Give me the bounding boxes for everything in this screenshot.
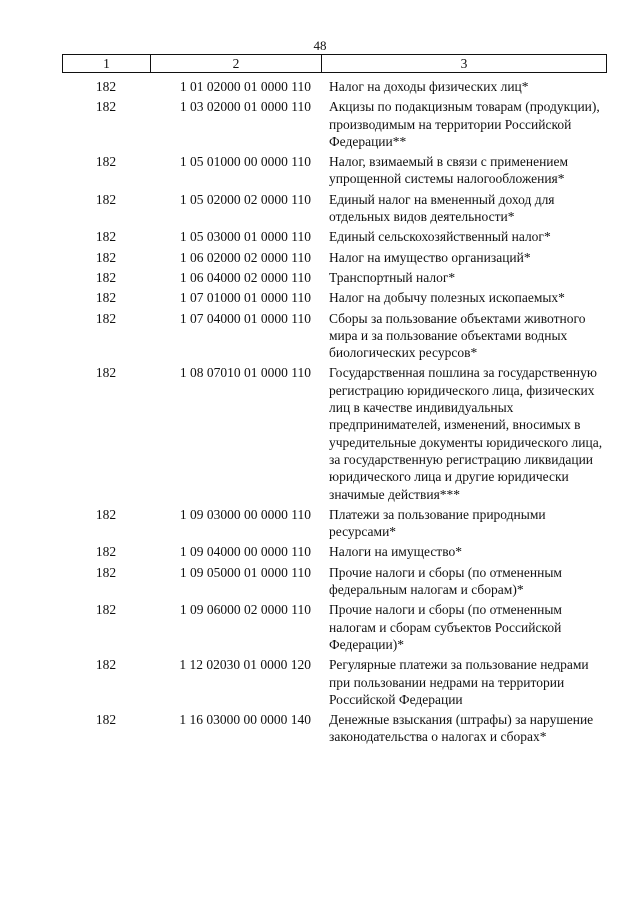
admin-code-cell: 182 — [95, 249, 117, 265]
admin-code-cell: 182 — [95, 154, 117, 170]
admin-code-cell: 182 — [95, 269, 117, 285]
revenue-name-cell: Налог на добычу полезных ископаемых* — [329, 290, 565, 306]
table-row — [62, 153, 607, 188]
admin-code-cell: 182 — [95, 229, 117, 245]
table-row — [62, 228, 607, 245]
budget-code-cell: 1 06 04000 02 0000 110 — [179, 269, 311, 285]
budget-code-cell: 1 07 01000 01 0000 110 — [179, 290, 311, 306]
budget-code-cell: 1 12 02030 01 0000 120 — [179, 657, 311, 673]
header-col-2: 2 — [151, 55, 322, 72]
admin-code-cell: 182 — [95, 290, 117, 306]
admin-code-cell: 182 — [95, 712, 117, 728]
page-number: 48 — [313, 38, 327, 53]
table-row — [62, 191, 607, 226]
revenue-name-cell: Денежные взыскания (штрафы) за нарушение законодательства о налогах и сборах* — [329, 712, 594, 745]
admin-code-cell: 182 — [95, 564, 117, 580]
header-col-3: 3 — [460, 56, 468, 71]
budget-code-cell: 1 16 03000 00 0000 140 — [179, 712, 311, 728]
admin-code-cell: 182 — [95, 506, 117, 522]
table-row — [62, 269, 607, 286]
budget-code-cell: 1 05 03000 01 0000 110 — [179, 229, 311, 245]
table-row — [62, 310, 607, 362]
revenue-name-cell: Прочие налоги и сборы (по отмененным налогам и сборам субъектов Российской Федерации)* — [329, 602, 562, 652]
admin-code-cell: 182 — [95, 602, 117, 618]
table-row — [62, 601, 607, 653]
budget-code-cell: 1 05 01000 00 0000 110 — [179, 154, 311, 170]
admin-code-cell: 182 — [95, 310, 117, 326]
admin-code-cell: 182 — [95, 544, 117, 560]
table-row — [62, 656, 607, 708]
budget-code-cell: 1 05 02000 02 0000 110 — [179, 191, 311, 207]
table-row — [62, 543, 607, 560]
table-row — [62, 249, 607, 266]
budget-code-cell: 1 09 03000 00 0000 110 — [179, 506, 311, 522]
budget-code-cell: 1 09 04000 00 0000 110 — [179, 544, 311, 560]
revenue-name-cell: Акцизы по подакцизным товарам (продукции), производимым на территории Российской Федерации** — [329, 99, 600, 149]
admin-code-cell: 182 — [95, 191, 117, 207]
revenue-name-cell: Регулярные платежи за пользование недрами при пользовании недрами на территории Российской Федерации — [329, 657, 589, 707]
admin-code-cell: 182 — [95, 99, 117, 115]
revenue-name-cell: Налог на доходы физических лиц* — [329, 79, 529, 94]
table-header — [62, 54, 607, 73]
budget-code-cell: 1 09 05000 01 0000 110 — [179, 564, 311, 580]
revenue-name-cell: Единый налог на вмененный доход для отдельных видов деятельности* — [329, 191, 555, 225]
table-body — [62, 78, 607, 746]
budget-code-cell: 1 09 06000 02 0000 110 — [179, 602, 311, 618]
table-row — [62, 289, 607, 306]
table-row — [62, 506, 607, 541]
budget-code-cell: 1 07 04000 01 0000 110 — [179, 310, 311, 326]
revenue-name-cell: Прочие налоги и сборы (по отмененным федеральным налогам и сборам)* — [329, 564, 562, 598]
revenue-name-cell: Налоги на имущество* — [329, 544, 462, 560]
revenue-name-cell: Сборы за пользование объектами животного мира и за пользование объектами водных биологических ресурсов* — [329, 310, 586, 361]
header-col-1: 1 — [63, 55, 151, 72]
table-row — [62, 711, 607, 746]
revenue-codes-table — [62, 54, 607, 749]
table-row — [62, 78, 607, 95]
revenue-name-cell: Транспортный налог* — [329, 269, 456, 285]
revenue-name-cell: Платежи за пользование природными ресурсами* — [329, 506, 546, 540]
admin-code-cell: 182 — [95, 365, 117, 381]
admin-code-cell: 182 — [95, 657, 117, 673]
table-row — [62, 364, 607, 502]
admin-code-cell: 182 — [95, 79, 117, 94]
budget-code-cell: 1 08 07010 01 0000 110 — [179, 365, 311, 381]
revenue-name-cell: Налог, взимаемый в связи с применением упрощенной системы налогообложения* — [329, 154, 569, 187]
table-row — [62, 98, 607, 150]
revenue-name-cell: Налог на имущество организаций* — [329, 249, 531, 265]
budget-code-cell: 1 06 02000 02 0000 110 — [179, 249, 311, 265]
table-row — [62, 564, 607, 599]
budget-code-cell: 1 01 02000 01 0000 110 — [179, 79, 311, 94]
revenue-name-cell: Единый сельскохозяйственный налог* — [329, 229, 551, 245]
revenue-name-cell: Государственная пошлина за государственную регистрацию юридического лица, физических лиц в качестве индивидуальных предпринимателей, изменений, вносимых в учредительные документы юридического лица, за государственную регистрацию ликвидации юридического лица и другие юридически значимые действия*** — [329, 365, 603, 502]
budget-code-cell: 1 03 02000 01 0000 110 — [179, 99, 311, 115]
